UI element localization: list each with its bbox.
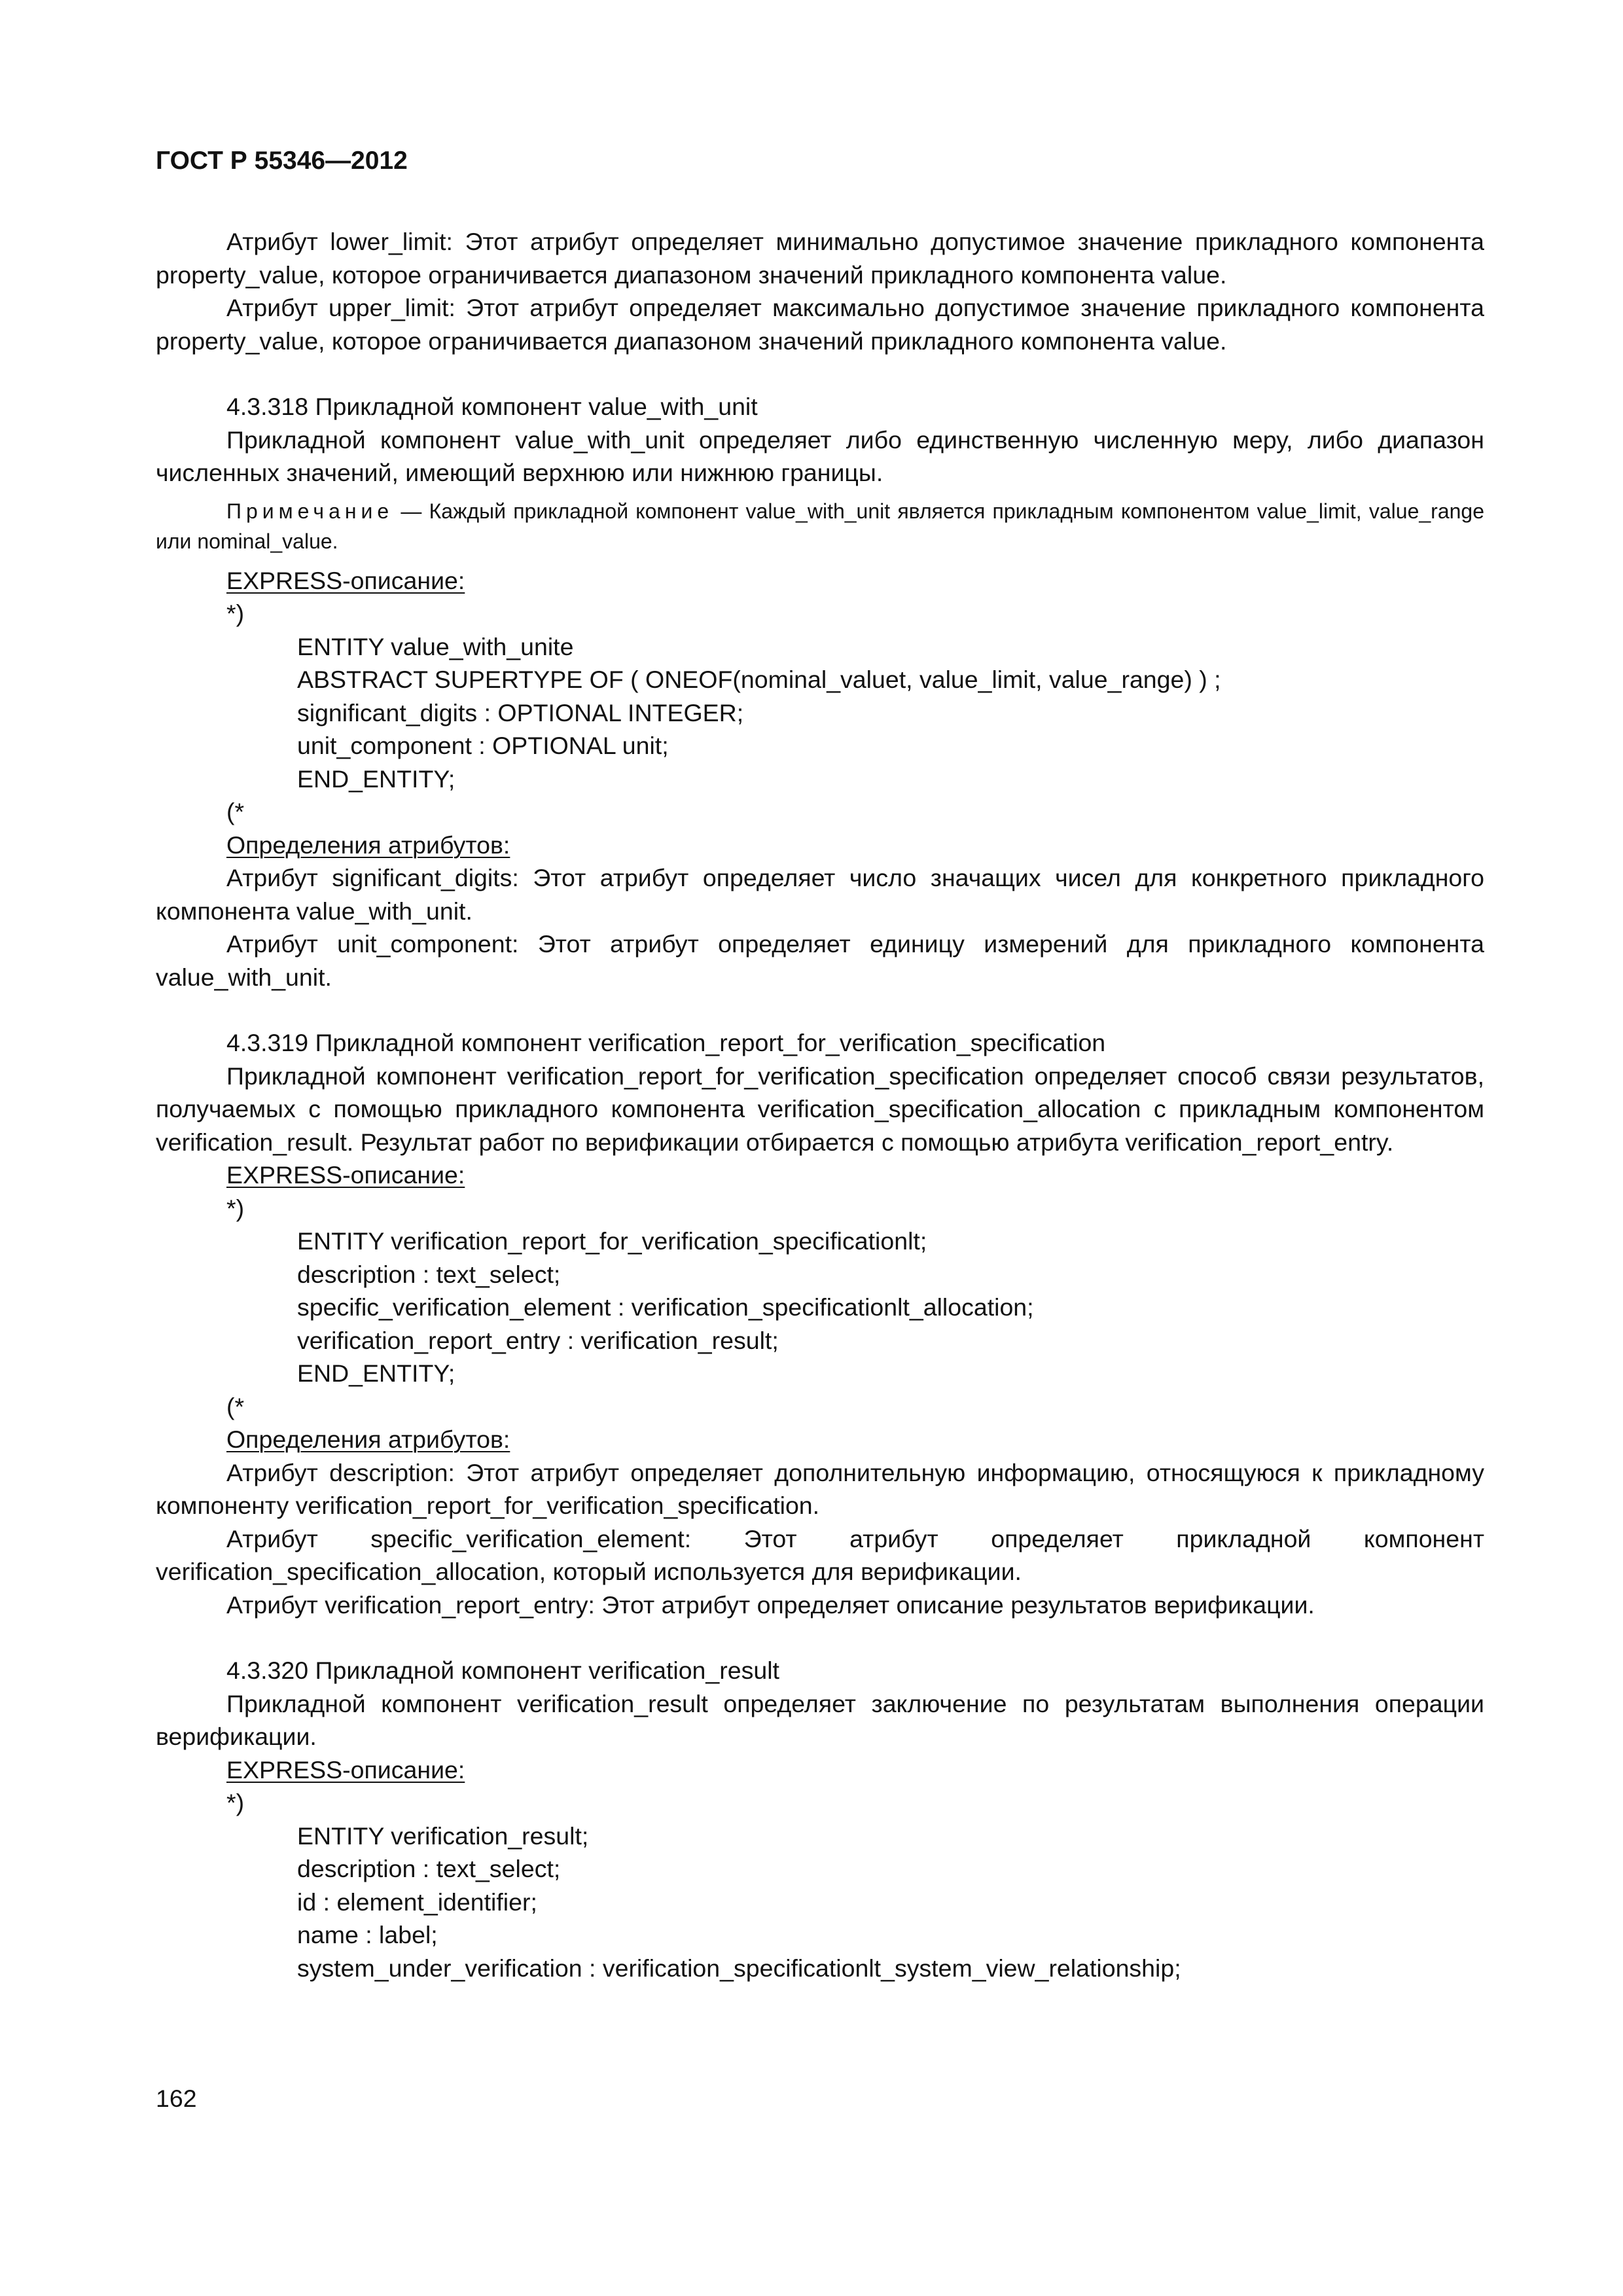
code-line: ENTITY value_with_unite bbox=[297, 632, 574, 660]
paragraph: Прикладной компонент verification_result определяет заключение по результатам выполнения операции верификации. bbox=[156, 1689, 1484, 1750]
express-label: EXPRESS-описание: bbox=[226, 1161, 465, 1189]
paragraph: Прикладной компонент value_with_unit определяет либо единственную численную меру, либо диапазон численных значений, имеющий верхнюю или нижнюю границы. bbox=[156, 425, 1484, 486]
code-line: unit_component : OPTIONAL unit; bbox=[297, 732, 669, 759]
paragraph: Прикладной компонент verification_report_for_verification_specification определяет способ связи результатов, получаемых с помощью прикладного компонента verification_specification_allocation с прикладным компонентом verification_result. Результат работ по верификации отбирается с помощью атрибута verification_report_entry. bbox=[156, 1062, 1484, 1156]
code-line: ENTITY verification_result; bbox=[297, 1821, 589, 1850]
comment-close: *) bbox=[226, 600, 245, 627]
page-number: 162 bbox=[156, 2085, 197, 2112]
paragraph: Атрибут specific_verification_element: Этот атрибут определяет прикладной компонент verification_specification_allocation, который используется для верификации. bbox=[156, 1524, 1484, 1585]
section-heading: 4.3.319 Прикладной компонент verification_report_for_verification_specification bbox=[226, 1029, 1106, 1056]
attribute-definitions-label: Определения атрибутов: bbox=[226, 831, 510, 859]
spacer bbox=[156, 994, 1484, 1026]
paragraph: Атрибут significant_digits: Этот атрибут определяет число значащих чисел для конкретного прикладного компонента value_with_unit. bbox=[156, 864, 1484, 925]
code-line: END_ENTITY; bbox=[297, 1359, 455, 1387]
code-line: id : element_identifier; bbox=[297, 1888, 537, 1916]
comment-open: (* bbox=[226, 1392, 245, 1420]
document-header: ГОСТ Р 55346—2012 bbox=[156, 147, 408, 175]
code-line: specific_verification_element : verification_specificationlt_allocation; bbox=[297, 1293, 1034, 1321]
document-body bbox=[156, 225, 1484, 1984]
code-line: description : text_select; bbox=[297, 1260, 561, 1288]
comment-close: *) bbox=[226, 1789, 245, 1816]
paragraph: Атрибут unit_component: Этот атрибут определяет единицу измерений для прикладного компонента value_with_unit. bbox=[156, 930, 1484, 991]
express-label: EXPRESS-описание: bbox=[226, 1755, 465, 1784]
section-heading: 4.3.318 Прикладной компонент value_with_unit bbox=[226, 393, 758, 420]
paragraph: Атрибут verification_report_entry: Этот атрибут определяет описание результатов верификации. bbox=[226, 1590, 1315, 1619]
code-line: verification_report_entry : verification_result; bbox=[297, 1326, 779, 1354]
paragraph: Атрибут description: Этот атрибут определяет дополнительную информацию, относящуюся к прикладному компоненту verification_report_for_verification_specification. bbox=[156, 1458, 1484, 1519]
comment-open: (* bbox=[226, 798, 245, 825]
code-line: ABSTRACT SUPERTYPE OF ( ONEOF(nominal_valuet, value_limit, value_range) ) ; bbox=[297, 666, 1221, 693]
spacer bbox=[156, 1621, 1484, 1654]
paragraph: Атрибут lower_limit: Этот атрибут определяет минимально допустимое значение прикладного компонента property_value, которое ограничивается диапазоном значений прикладного компонента value. bbox=[156, 228, 1484, 289]
express-label: EXPRESS-описание: bbox=[226, 566, 465, 594]
spacer bbox=[156, 357, 1484, 390]
code-line: name : label; bbox=[297, 1921, 438, 1948]
code-line: significant_digits : OPTIONAL INTEGER; bbox=[297, 698, 744, 726]
note-text: — Каждый прикладной компонент value_with_unit является прикладным компонентом value_limit, value_range или nominal_value. bbox=[156, 499, 1484, 553]
comment-close: *) bbox=[226, 1194, 245, 1222]
code-line: description : text_select; bbox=[297, 1855, 561, 1882]
attribute-definitions-label: Определения атрибутов: bbox=[226, 1426, 510, 1453]
note-label: Примечание bbox=[226, 499, 394, 523]
code-line: ENTITY verification_report_for_verification_specificationlt; bbox=[297, 1227, 927, 1255]
code-line: system_under_verification : verification_specificationlt_system_view_relationship; bbox=[297, 1954, 1181, 1982]
document-page bbox=[156, 143, 1484, 1984]
note bbox=[156, 496, 1484, 556]
code-line: END_ENTITY; bbox=[297, 764, 455, 793]
section-heading: 4.3.320 Прикладной компонент verification_result bbox=[226, 1657, 779, 1684]
paragraph: Атрибут upper_limit: Этот атрибут определяет максимально допустимое значение прикладного компонента property_value, которое ограничивается диапазоном значений прикладного компонента value. bbox=[156, 294, 1484, 355]
